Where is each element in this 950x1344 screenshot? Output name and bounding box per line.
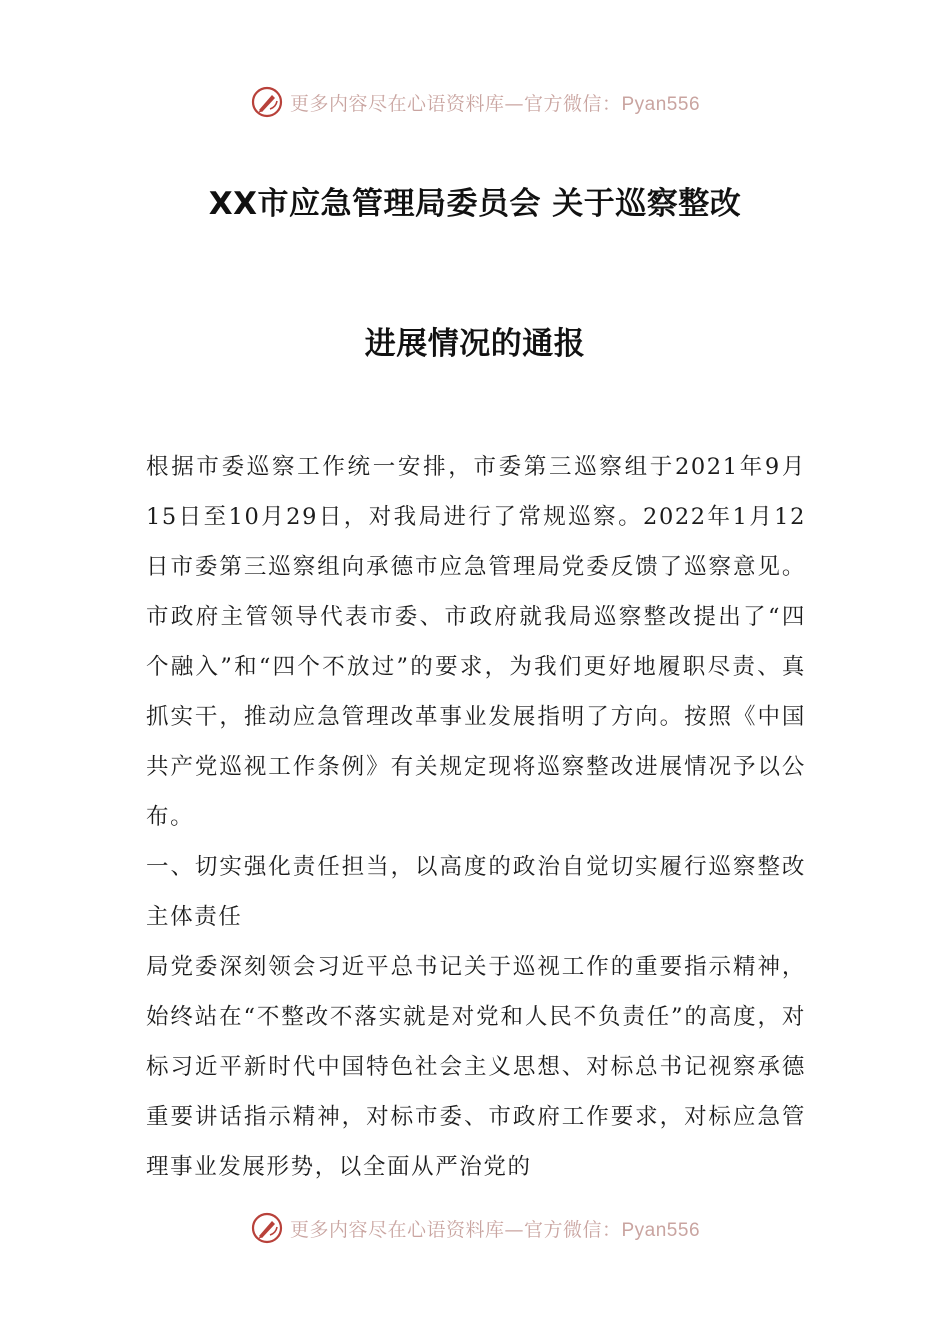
watermark-text: 更多内容尽在心语资料库—官方微信：Pyan556 — [289, 1218, 701, 1241]
watermark-text: 更多内容尽在心语资料库—官方微信：Pyan556 — [289, 92, 701, 115]
section-heading-1: 一、切实强化责任担当，以高度的政治自觉切实履行巡察整改主体责任 — [146, 854, 806, 930]
paragraph-section-1: 局党委深刻领会习近平总书记关于巡视工作的重要指示精神，始终站在“不整改不落实就是对党和人民不负责任”的高度，对标习近平新时代中国特色社会主义思想、对标总书记视察承德重要讲话指示精神，对标市委、市政府工作要求，对标应急管理事业发展形势，以全面从严治党的 — [146, 954, 806, 1180]
footer-watermark — [0, 1206, 950, 1250]
document-title-line-2: 进展情况的通报 — [364, 326, 586, 362]
paragraph-intro: 根据市委巡察工作统一安排，市委第三巡察组于2021年9月15日至10月29日，对我局进行了常规巡察。2022年1月12日市委第三巡察组向承德市应急管理局党委反馈了巡察意见。市政府主管领导代表市委、市政府就我局巡察整改提出了“四个融入”和“四个不放过”的要求，为我们更好地履职尽责、真抓实干，推动应急管理改革事业发展指明了方向。按照《中国共产党巡视工作条例》有关规定现将巡察整改进展情况予以公布。 — [146, 454, 806, 830]
wechat-id: Pyan556 — [621, 1219, 701, 1241]
header-watermark — [0, 80, 950, 124]
pen-logo-icon — [250, 1211, 284, 1245]
pen-logo-icon — [250, 85, 284, 119]
document-body — [146, 442, 806, 1192]
document-title-line-1: XX市应急管理局委员会 关于巡察整改 — [208, 186, 742, 222]
wechat-id: Pyan556 — [621, 93, 701, 115]
